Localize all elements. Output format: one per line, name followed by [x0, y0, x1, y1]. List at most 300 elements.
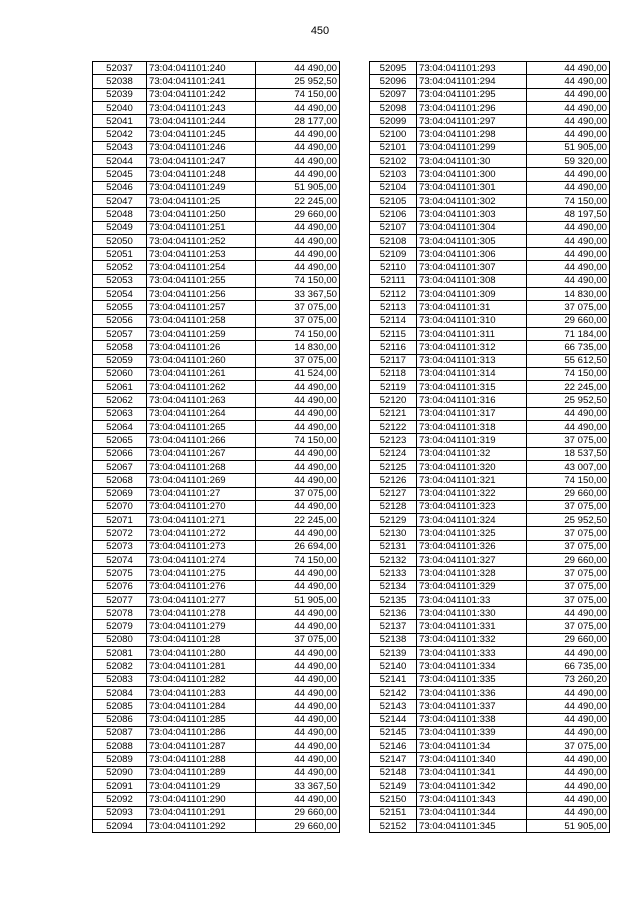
amount-cell: 44 490,00: [256, 221, 340, 234]
cadastral-number-cell: 73:04:041101:291: [147, 806, 256, 819]
table-row: [370, 647, 610, 660]
row-number-cell: 52152: [370, 819, 417, 832]
table-row: [93, 208, 340, 221]
amount-cell: 74 150,00: [527, 474, 610, 487]
table-row: [93, 194, 340, 207]
amount-cell: 44 490,00: [256, 766, 340, 779]
row-number-cell: 52039: [93, 88, 147, 101]
amount-cell: 44 490,00: [527, 101, 610, 114]
amount-cell: 44 490,00: [527, 221, 610, 234]
table-row: [93, 806, 340, 819]
table-row: [93, 607, 340, 620]
cadastral-number-cell: 73:04:041101:322: [417, 487, 527, 500]
cadastral-number-cell: 73:04:041101:247: [147, 155, 256, 168]
row-number-cell: 52112: [370, 288, 417, 301]
row-number-cell: 52054: [93, 288, 147, 301]
row-number-cell: 52066: [93, 447, 147, 460]
row-number-cell: 52040: [93, 101, 147, 114]
row-number-cell: 52146: [370, 740, 417, 753]
row-number-cell: 52052: [93, 261, 147, 274]
table-row: [93, 580, 340, 593]
table-row: [370, 620, 610, 633]
table-row: [370, 407, 610, 420]
table-row: [93, 115, 340, 128]
cadastral-number-cell: 73:04:041101:253: [147, 248, 256, 261]
row-number-cell: 52077: [93, 593, 147, 606]
amount-cell: 44 490,00: [256, 234, 340, 247]
amount-cell: 44 490,00: [256, 421, 340, 434]
cadastral-number-cell: 73:04:041101:26: [147, 341, 256, 354]
amount-cell: 29 660,00: [527, 633, 610, 646]
amount-cell: 37 075,00: [527, 593, 610, 606]
cadastral-number-cell: 73:04:041101:31: [417, 301, 527, 314]
cadastral-number-cell: 73:04:041101:259: [147, 327, 256, 340]
table-row: [370, 447, 610, 460]
table-row: [370, 261, 610, 274]
amount-cell: 44 490,00: [527, 793, 610, 806]
amount-cell: 44 490,00: [527, 780, 610, 793]
row-number-cell: 52139: [370, 647, 417, 660]
row-number-cell: 52042: [93, 128, 147, 141]
row-number-cell: 52055: [93, 301, 147, 314]
amount-cell: 44 490,00: [527, 647, 610, 660]
table-row: [93, 713, 340, 726]
table-row: [370, 62, 610, 75]
cadastral-number-cell: 73:04:041101:274: [147, 553, 256, 566]
row-number-cell: 52080: [93, 633, 147, 646]
amount-cell: 44 490,00: [256, 686, 340, 699]
row-number-cell: 52108: [370, 234, 417, 247]
cadastral-number-cell: 73:04:041101:327: [417, 553, 527, 566]
cadastral-number-cell: 73:04:041101:341: [417, 766, 527, 779]
row-number-cell: 52134: [370, 580, 417, 593]
cadastral-number-cell: 73:04:041101:343: [417, 793, 527, 806]
amount-cell: 44 490,00: [527, 261, 610, 274]
cadastral-number-cell: 73:04:041101:308: [417, 274, 527, 287]
row-number-cell: 52123: [370, 434, 417, 447]
table-body: [370, 62, 610, 833]
cadastral-number-cell: 73:04:041101:25: [147, 194, 256, 207]
row-number-cell: 52100: [370, 128, 417, 141]
amount-cell: 74 150,00: [256, 553, 340, 566]
row-number-cell: 52117: [370, 354, 417, 367]
row-number-cell: 52065: [93, 434, 147, 447]
row-number-cell: 52142: [370, 686, 417, 699]
table-row: [370, 673, 610, 686]
cadastral-number-cell: 73:04:041101:332: [417, 633, 527, 646]
parcel-table-right: [369, 61, 610, 833]
amount-cell: 51 905,00: [256, 181, 340, 194]
table-row: [93, 341, 340, 354]
table-row: [370, 580, 610, 593]
cadastral-number-cell: 73:04:041101:328: [417, 567, 527, 580]
table-row: [93, 819, 340, 832]
cadastral-number-cell: 73:04:041101:302: [417, 194, 527, 207]
row-number-cell: 52119: [370, 381, 417, 394]
cadastral-number-cell: 73:04:041101:310: [417, 314, 527, 327]
amount-cell: 44 490,00: [256, 141, 340, 154]
amount-cell: 44 490,00: [256, 753, 340, 766]
amount-cell: 44 490,00: [527, 274, 610, 287]
amount-cell: 74 150,00: [527, 367, 610, 380]
table-row: [93, 793, 340, 806]
amount-cell: 44 490,00: [256, 660, 340, 673]
table-row: [93, 367, 340, 380]
cadastral-number-cell: 73:04:041101:293: [417, 62, 527, 75]
table-row: [93, 274, 340, 287]
row-number-cell: 52110: [370, 261, 417, 274]
amount-cell: 66 735,00: [527, 660, 610, 673]
amount-cell: 44 490,00: [256, 407, 340, 420]
row-number-cell: 52071: [93, 514, 147, 527]
table-row: [370, 394, 610, 407]
cadastral-number-cell: 73:04:041101:290: [147, 793, 256, 806]
amount-cell: 44 490,00: [527, 181, 610, 194]
table-row: [370, 341, 610, 354]
row-number-cell: 52124: [370, 447, 417, 460]
amount-cell: 37 075,00: [527, 740, 610, 753]
amount-cell: 22 245,00: [256, 514, 340, 527]
amount-cell: 44 490,00: [527, 806, 610, 819]
cadastral-number-cell: 73:04:041101:34: [417, 740, 527, 753]
row-number-cell: 52114: [370, 314, 417, 327]
amount-cell: 44 490,00: [256, 793, 340, 806]
cadastral-number-cell: 73:04:041101:257: [147, 301, 256, 314]
row-number-cell: 52049: [93, 221, 147, 234]
table-row: [370, 221, 610, 234]
cadastral-number-cell: 73:04:041101:255: [147, 274, 256, 287]
amount-cell: 37 075,00: [256, 487, 340, 500]
table-row: [93, 288, 340, 301]
cadastral-number-cell: 73:04:041101:249: [147, 181, 256, 194]
row-number-cell: 52102: [370, 155, 417, 168]
amount-cell: 44 490,00: [256, 460, 340, 473]
table-row: [93, 327, 340, 340]
table-row: [93, 181, 340, 194]
amount-cell: 44 490,00: [527, 248, 610, 261]
cadastral-number-cell: 73:04:041101:264: [147, 407, 256, 420]
cadastral-number-cell: 73:04:041101:244: [147, 115, 256, 128]
amount-cell: 22 245,00: [527, 381, 610, 394]
table-row: [370, 128, 610, 141]
cadastral-number-cell: 73:04:041101:304: [417, 221, 527, 234]
cadastral-number-cell: 73:04:041101:316: [417, 394, 527, 407]
amount-cell: 37 075,00: [256, 301, 340, 314]
cadastral-number-cell: 73:04:041101:285: [147, 713, 256, 726]
cadastral-number-cell: 73:04:041101:280: [147, 647, 256, 660]
row-number-cell: 52104: [370, 181, 417, 194]
amount-cell: 44 490,00: [527, 407, 610, 420]
row-number-cell: 52091: [93, 780, 147, 793]
row-number-cell: 52059: [93, 354, 147, 367]
table-row: [93, 301, 340, 314]
cadastral-number-cell: 73:04:041101:283: [147, 686, 256, 699]
amount-cell: 44 490,00: [256, 700, 340, 713]
table-row: [370, 514, 610, 527]
cadastral-number-cell: 73:04:041101:303: [417, 208, 527, 221]
row-number-cell: 52095: [370, 62, 417, 75]
cadastral-number-cell: 73:04:041101:287: [147, 740, 256, 753]
row-number-cell: 52141: [370, 673, 417, 686]
amount-cell: 25 952,50: [527, 394, 610, 407]
table-row: [93, 647, 340, 660]
table-row: [93, 620, 340, 633]
row-number-cell: 52099: [370, 115, 417, 128]
table-row: [93, 593, 340, 606]
cadastral-number-cell: 73:04:041101:314: [417, 367, 527, 380]
cadastral-number-cell: 73:04:041101:240: [147, 62, 256, 75]
cadastral-number-cell: 73:04:041101:265: [147, 421, 256, 434]
table-row: [370, 726, 610, 739]
amount-cell: 66 735,00: [527, 341, 610, 354]
amount-cell: 14 830,00: [256, 341, 340, 354]
cadastral-number-cell: 73:04:041101:326: [417, 540, 527, 553]
row-number-cell: 52140: [370, 660, 417, 673]
amount-cell: 44 490,00: [527, 421, 610, 434]
amount-cell: 44 490,00: [256, 620, 340, 633]
row-number-cell: 52103: [370, 168, 417, 181]
cadastral-number-cell: 73:04:041101:252: [147, 234, 256, 247]
amount-cell: 26 694,00: [256, 540, 340, 553]
row-number-cell: 52133: [370, 567, 417, 580]
table-row: [370, 208, 610, 221]
row-number-cell: 52074: [93, 553, 147, 566]
row-number-cell: 52115: [370, 327, 417, 340]
cadastral-number-cell: 73:04:041101:288: [147, 753, 256, 766]
row-number-cell: 52148: [370, 766, 417, 779]
cadastral-number-cell: 73:04:041101:319: [417, 434, 527, 447]
amount-cell: 44 490,00: [256, 580, 340, 593]
row-number-cell: 52105: [370, 194, 417, 207]
table-row: [370, 540, 610, 553]
table-row: [93, 141, 340, 154]
row-number-cell: 52051: [93, 248, 147, 261]
amount-cell: 29 660,00: [256, 806, 340, 819]
amount-cell: 44 490,00: [527, 713, 610, 726]
table-row: [370, 660, 610, 673]
table-row: [93, 540, 340, 553]
amount-cell: 37 075,00: [527, 301, 610, 314]
row-number-cell: 52138: [370, 633, 417, 646]
amount-cell: 74 150,00: [256, 88, 340, 101]
amount-cell: 55 612,50: [527, 354, 610, 367]
table-row: [93, 447, 340, 460]
row-number-cell: 52145: [370, 726, 417, 739]
row-number-cell: 52129: [370, 514, 417, 527]
cadastral-number-cell: 73:04:041101:331: [417, 620, 527, 633]
row-number-cell: 52075: [93, 567, 147, 580]
row-number-cell: 52062: [93, 394, 147, 407]
table-row: [93, 700, 340, 713]
row-number-cell: 52107: [370, 221, 417, 234]
row-number-cell: 52079: [93, 620, 147, 633]
table-row: [93, 221, 340, 234]
row-number-cell: 52089: [93, 753, 147, 766]
row-number-cell: 52076: [93, 580, 147, 593]
amount-cell: 44 490,00: [527, 234, 610, 247]
amount-cell: 37 075,00: [256, 354, 340, 367]
row-number-cell: 52084: [93, 686, 147, 699]
amount-cell: 14 830,00: [527, 288, 610, 301]
amount-cell: 29 660,00: [527, 487, 610, 500]
cadastral-number-cell: 73:04:041101:305: [417, 234, 527, 247]
table-row: [370, 101, 610, 114]
table-row: [93, 726, 340, 739]
row-number-cell: 52063: [93, 407, 147, 420]
row-number-cell: 52109: [370, 248, 417, 261]
table-row: [93, 740, 340, 753]
table-body: [93, 62, 340, 833]
table-row: [370, 274, 610, 287]
row-number-cell: 52106: [370, 208, 417, 221]
row-number-cell: 52098: [370, 101, 417, 114]
cadastral-number-cell: 73:04:041101:297: [417, 115, 527, 128]
cadastral-number-cell: 73:04:041101:277: [147, 593, 256, 606]
table-row: [93, 474, 340, 487]
table-row: [93, 753, 340, 766]
amount-cell: 44 490,00: [527, 726, 610, 739]
cadastral-number-cell: 73:04:041101:321: [417, 474, 527, 487]
amount-cell: 29 660,00: [527, 314, 610, 327]
amount-cell: 44 490,00: [256, 248, 340, 261]
row-number-cell: 52127: [370, 487, 417, 500]
cadastral-number-cell: 73:04:041101:312: [417, 341, 527, 354]
row-number-cell: 52078: [93, 607, 147, 620]
amount-cell: 51 905,00: [256, 593, 340, 606]
row-number-cell: 52144: [370, 713, 417, 726]
table-row: [93, 168, 340, 181]
table-row: [370, 766, 610, 779]
cadastral-number-cell: 73:04:041101:248: [147, 168, 256, 181]
amount-cell: 44 490,00: [256, 474, 340, 487]
table-row: [370, 194, 610, 207]
row-number-cell: 52046: [93, 181, 147, 194]
cadastral-number-cell: 73:04:041101:266: [147, 434, 256, 447]
row-number-cell: 52073: [93, 540, 147, 553]
table-row: [93, 101, 340, 114]
cadastral-number-cell: 73:04:041101:324: [417, 514, 527, 527]
cadastral-number-cell: 73:04:041101:329: [417, 580, 527, 593]
table-row: [93, 567, 340, 580]
table-row: [370, 819, 610, 832]
table-row: [93, 660, 340, 673]
cadastral-number-cell: 73:04:041101:260: [147, 354, 256, 367]
amount-cell: 44 490,00: [256, 740, 340, 753]
row-number-cell: 52058: [93, 341, 147, 354]
cadastral-number-cell: 73:04:041101:243: [147, 101, 256, 114]
table-row: [370, 288, 610, 301]
amount-cell: 74 150,00: [527, 194, 610, 207]
row-number-cell: 52130: [370, 527, 417, 540]
cadastral-number-cell: 73:04:041101:276: [147, 580, 256, 593]
table-row: [93, 766, 340, 779]
table-row: [370, 593, 610, 606]
table-row: [93, 434, 340, 447]
table-row: [93, 155, 340, 168]
row-number-cell: 52120: [370, 394, 417, 407]
cadastral-number-cell: 73:04:041101:337: [417, 700, 527, 713]
table-row: [93, 780, 340, 793]
cadastral-number-cell: 73:04:041101:307: [417, 261, 527, 274]
cadastral-number-cell: 73:04:041101:270: [147, 500, 256, 513]
cadastral-number-cell: 73:04:041101:342: [417, 780, 527, 793]
cadastral-number-cell: 73:04:041101:330: [417, 607, 527, 620]
table-row: [370, 700, 610, 713]
row-number-cell: 52081: [93, 647, 147, 660]
table-row: [370, 88, 610, 101]
row-number-cell: 52137: [370, 620, 417, 633]
amount-cell: 44 490,00: [527, 128, 610, 141]
amount-cell: 37 075,00: [527, 580, 610, 593]
cadastral-number-cell: 73:04:041101:27: [147, 487, 256, 500]
table-row: [93, 487, 340, 500]
amount-cell: 25 952,50: [527, 514, 610, 527]
amount-cell: 44 490,00: [256, 527, 340, 540]
cadastral-number-cell: 73:04:041101:344: [417, 806, 527, 819]
row-number-cell: 52050: [93, 234, 147, 247]
table-row: [93, 261, 340, 274]
cadastral-number-cell: 73:04:041101:241: [147, 75, 256, 88]
cadastral-number-cell: 73:04:041101:340: [417, 753, 527, 766]
cadastral-number-cell: 73:04:041101:336: [417, 686, 527, 699]
cadastral-number-cell: 73:04:041101:275: [147, 567, 256, 580]
row-number-cell: 52088: [93, 740, 147, 753]
cadastral-number-cell: 73:04:041101:262: [147, 381, 256, 394]
amount-cell: 73 260,20: [527, 673, 610, 686]
row-number-cell: 52122: [370, 421, 417, 434]
row-number-cell: 52111: [370, 274, 417, 287]
table-row: [370, 527, 610, 540]
amount-cell: 37 075,00: [527, 500, 610, 513]
row-number-cell: 52086: [93, 713, 147, 726]
cadastral-number-cell: 73:04:041101:271: [147, 514, 256, 527]
amount-cell: 44 490,00: [256, 394, 340, 407]
row-number-cell: 52113: [370, 301, 417, 314]
row-number-cell: 52068: [93, 474, 147, 487]
table-row: [370, 314, 610, 327]
row-number-cell: 52116: [370, 341, 417, 354]
row-number-cell: 52041: [93, 115, 147, 128]
amount-cell: 44 490,00: [256, 500, 340, 513]
table-row: [93, 314, 340, 327]
cadastral-number-cell: 73:04:041101:335: [417, 673, 527, 686]
table-row: [93, 527, 340, 540]
amount-cell: 37 075,00: [256, 314, 340, 327]
row-number-cell: 52096: [370, 75, 417, 88]
table-row: [93, 62, 340, 75]
table-row: [370, 301, 610, 314]
table-row: [93, 633, 340, 646]
table-row: [93, 248, 340, 261]
row-number-cell: 52044: [93, 155, 147, 168]
amount-cell: 44 490,00: [527, 753, 610, 766]
amount-cell: 51 905,00: [527, 819, 610, 832]
amount-cell: 44 490,00: [256, 647, 340, 660]
amount-cell: 59 320,00: [527, 155, 610, 168]
cadastral-number-cell: 73:04:041101:284: [147, 700, 256, 713]
amount-cell: 44 490,00: [256, 128, 340, 141]
cadastral-number-cell: 73:04:041101:268: [147, 460, 256, 473]
table-row: [370, 553, 610, 566]
amount-cell: 44 490,00: [527, 700, 610, 713]
table-row: [370, 686, 610, 699]
amount-cell: 74 150,00: [256, 434, 340, 447]
row-number-cell: 52149: [370, 780, 417, 793]
cadastral-number-cell: 73:04:041101:325: [417, 527, 527, 540]
cadastral-number-cell: 73:04:041101:273: [147, 540, 256, 553]
row-number-cell: 52132: [370, 553, 417, 566]
cadastral-number-cell: 73:04:041101:28: [147, 633, 256, 646]
